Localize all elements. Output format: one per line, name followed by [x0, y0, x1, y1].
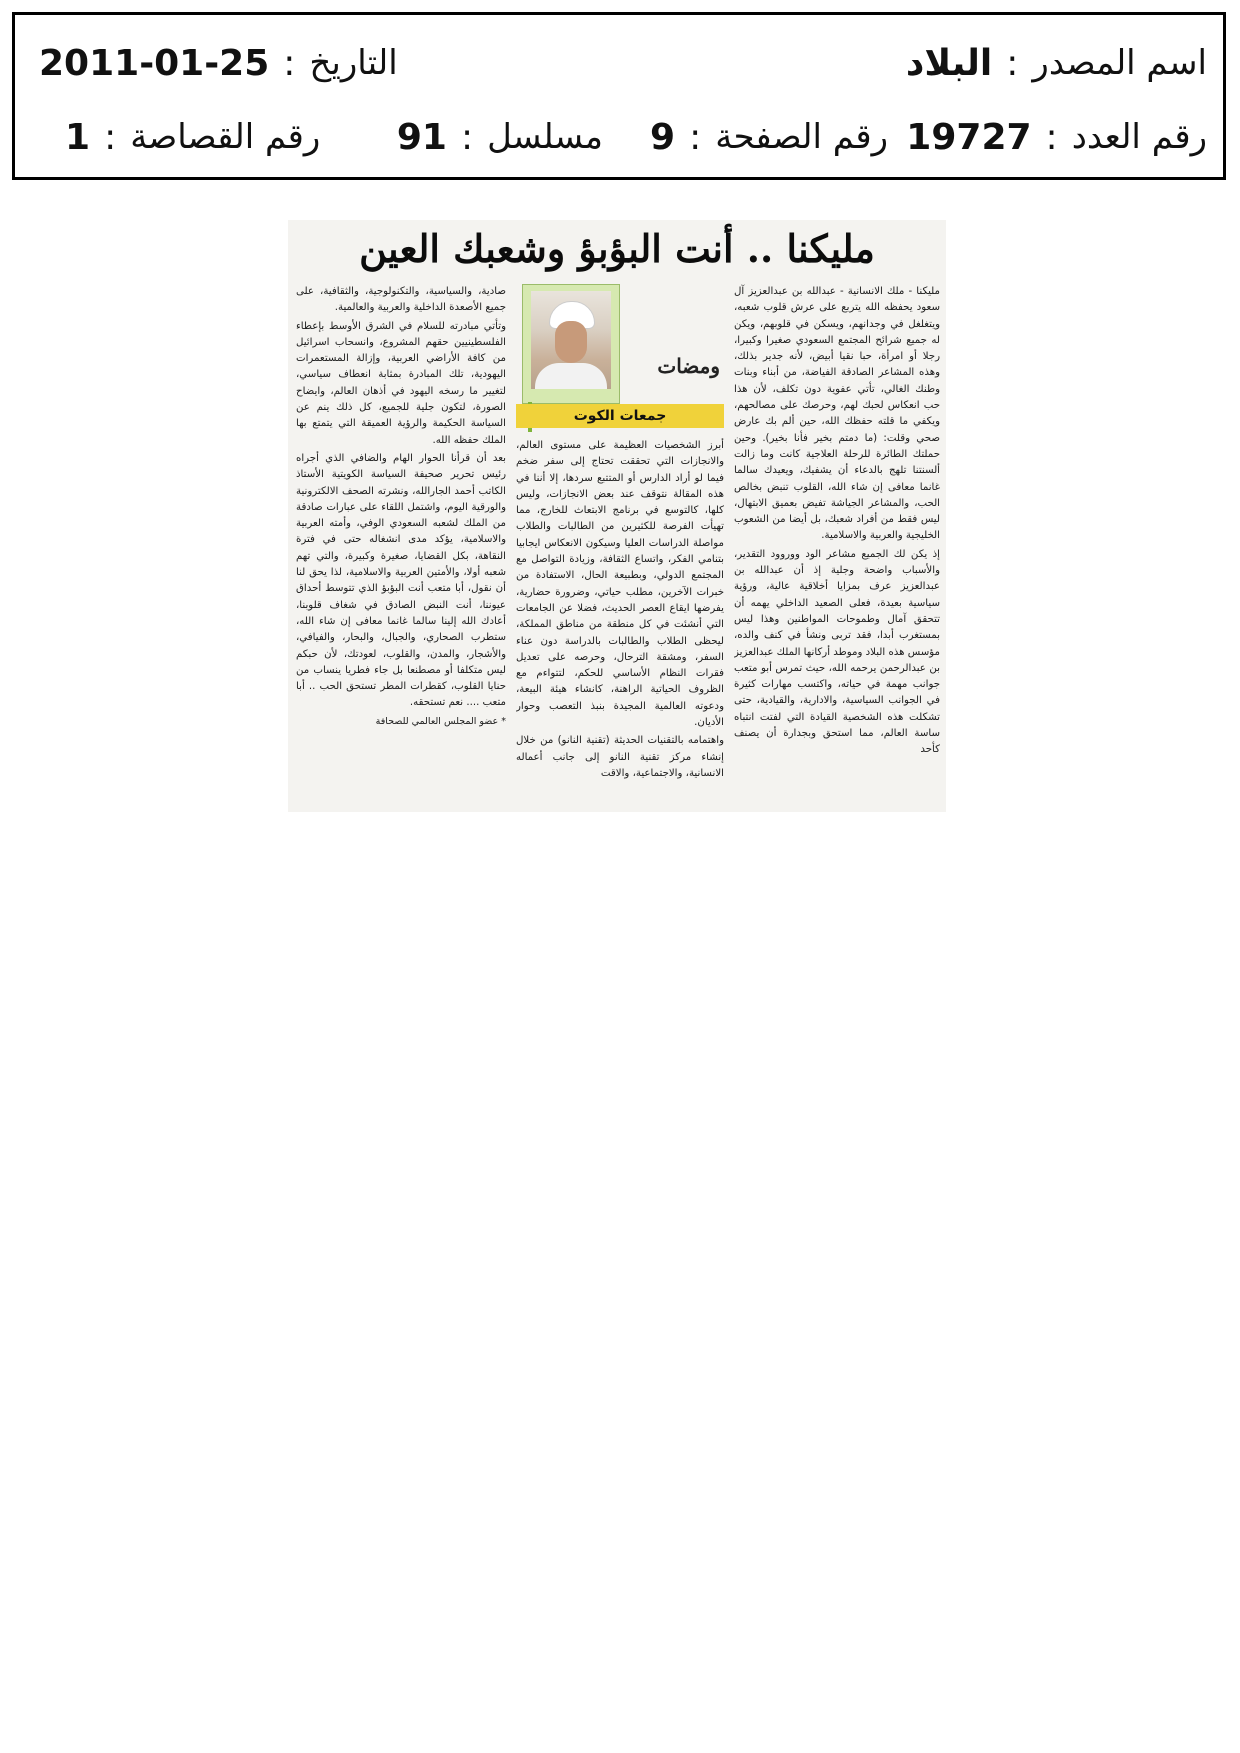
page-value: 9 [650, 116, 676, 158]
clip-number-value: 1 [65, 116, 91, 158]
info-row-1 [15, 37, 1223, 89]
separator: : [460, 116, 474, 158]
article-headline: مليكنا .. أنت البؤبؤ وشعبك العين [359, 226, 875, 271]
author-byline-bar [516, 404, 724, 428]
source-value: البلاد [905, 42, 993, 84]
issue-label: رقم العدد [1071, 117, 1207, 157]
face-shape [555, 321, 587, 363]
info-row-2 [15, 111, 1223, 163]
author-photo [531, 291, 611, 389]
author-name: جمعات الكوت [573, 408, 667, 424]
date-field [39, 43, 398, 84]
issue-value: 19727 [906, 116, 1032, 158]
separator: : [1045, 116, 1058, 158]
separator: : [1006, 42, 1019, 84]
serial-label: مسلسل [487, 117, 603, 157]
paragraph: بعد أن قرأنا الحوار الهام والضافي الذي أجراه رئيس تحرير صحيفة السياسة الكويتية الأستاذ الكاتب أحمد الجارالله، ونشرته الصحف الالكترونية والورقية اليوم، واشتمل اللقاء على عبارات صادقة من الملك لشعبه السعودي الوفي، وأمته العربية والاسلامية، يؤكد مدى انشغاله حتى في فترة النقاهة، بكل القضايا، صغيرة وكبيرة، والتي تهم شعبه أولا، والأمتين العربية والاسلامية، لذا يحق لنا أن نقول، أبا متعب أنت البؤبؤ الذي تتوسط أحداق عيوننا، أنت النبض الصادق في شغاف قلوبنا، أعادك الله إلينا سالما غانما معافى إن شاء الله، ستطرب الصحاري، والجبال، والبحار، والفيافي، والأشجار، والمدن، والقلوب، لعودتك، لأن حبكم ليس متكلفا أو مصطنعا بل جاء فطريا ينساب من حنايا القلوب، كقطرات المطر تستحق الحب .. أبا متعب .... نعم تستحقه. [296, 452, 506, 709]
paragraph: أبرز الشخصيات العظيمة على مستوى العالم، والانجازات التي تحققت تحتاج إلى سفر ضخم فيما لو أراد الدارس أو المتتبع سردها، إلا أننا في هذه المقالة نتوقف عند بعض الانجازات، وليس كلها، كالتوسع في برنامج الابتعاث للخارج، مما تهيأت الفرصة للكثيرين من الطالبات والطلاب مواصلة الدراسات العليا وسيكون الانعكاس ايجابيا بتنامي الفكر، واتساع الثقافة، وزيادة التواصل مع المجتمع الدولي، وبطبيعة الحال، الاستفادة من خبرات الآخرين، مطلب حياتي، وضرورة حضارية، يفرضها ايقاع العصر الحديث، فضلا عن الجامعات التي أنشئت في كل منطقة من مناطق المملكة، ليحظى الطلاب والطالبات بالدراسة دون عناء السفر، ومشقة الترحال، وحرصه على تعديل فقرات النظام الأساسي للحكم، لتتواءم مع الظروف الحياتية الراهنة، كانشاء هيئة البيعة، ودعوته العالمية المجيدة بنبذ التعصب وحوار الأديان. [516, 440, 724, 729]
paragraph: إذ يكن لك الجميع مشاعر الود ووروود التقدير، والأسباب واضحة وجلية إذ أن عبدالله بن عبدالعزيز عرف بمزايا أخلاقية عالية، ورؤية سياسية بعيدة، فعلى الصعيد الداخلي يهمه أن تتحقق آمال وطموحات المواطنين وهذا ليس بمستغرب أبدا، فقد تربى ونشأ في كنف والده، مؤسس هذه البلاد وموطد أركانها الملك عبدالعزيز بن عبدالرحمن يرحمه الله، حيث تمرس أبو متعب جوانب مهمة في حياته، واكتسب مهارات كثيرة في الجوانب السياسية، والادارية، والقيادية، حتى تشكلت هذه الشخصية القيادة التي لفتت انتباه ساسة العالم، مما استحق وبجدارة أن يصنف كأحد [734, 548, 940, 756]
paragraph: مليكنا - ملك الانسانية - عبدالله بن عبدالعزيز آل سعود يحفظه الله يتربع على عرش قلوب شعبه، ويتغلغل في وجدانهم، ويسكن في قلوبهم، ويكن له جميع شرائح المجتمع السعودي صغيرا وكبيرا، رجلا أو امرأة، حبا نقيا أبيض، لأنه جدير بذلك، وهذه المشاعر الصادقة الفياضة، من أبناء وبنات وطنك الغالي، تأتي عفوية دون تكلف، لأن هذا حب انعكاس لحبك لهم، وحرصك على مصالحهم، ويكفي ما قلته حفظك الله، حين ألم بك عارض صحي وقلت: (ما دمتم بخير فأنا بخير). وحين حملتك الطائرة للرحلة العلاجية كانت وما زالت ألسنتنا تلهج بالدعاء أن يشفيك، ويعيدك سالما غانما معافى إن شاء الله، القلوب تنبض بخالص الحب، والمشاعر الجياشة تفيض بعميق الابتهال، ليس فقط من أفراد شعبك، بل أيضا من الشعوب الخليجية والعربية والاسلامية. [734, 286, 940, 542]
clip-number-label: رقم القصاصة [130, 117, 321, 157]
serial-value: 91 [396, 116, 447, 158]
separator: : [104, 116, 117, 158]
issue-field [906, 117, 1207, 158]
column-header-block [516, 284, 724, 432]
author-footnote: * عضو المجلس العالمي للصحافة [375, 715, 506, 727]
article-column-left [296, 284, 506, 804]
column-name: ومضات [657, 354, 720, 378]
source-label: اسم المصدر [1032, 43, 1207, 83]
article-column-middle [516, 438, 724, 806]
paragraph: صادية، والسياسية، والتكنولوجية، والثقافية، على جميع الأصعدة الداخلية والعربية والعالمية. [296, 286, 506, 314]
paragraph: واهتمامه بالتقنيات الحديثة (تقنية النانو) من خلال إنشاء مركز تقنية النانو إلى جانب أعماله الانسانية، والاجتماعية، والاقت [516, 735, 724, 779]
clip-number-field [65, 117, 320, 158]
source-field [906, 43, 1207, 84]
date-value: 2011-01-25 [39, 42, 270, 84]
page-field [650, 117, 888, 158]
separator: : [283, 42, 296, 84]
author-photo-frame [522, 284, 620, 404]
thobe-shape [535, 363, 607, 389]
serial-field [397, 117, 603, 158]
clipping-info-box [12, 12, 1226, 180]
page-label: رقم الصفحة [715, 117, 888, 157]
paragraph: وتأتي مبادرته للسلام في الشرق الأوسط بإعطاء الفلسطينيين حقهم المشروع، وانسحاب اسرائيل من كافة الأراضي العربية، وإزالة المستعمرات اليهودية، تلك المبادرة بمثابة انعطاف سياسي، لتغيير ما رسخه اليهود في أذهان العالم، وايضاح الصورة، لتكون جلية للجميع، كل ذلك ينم عن السياسة الحكيمة والرؤية العميقة التي يتمتع بها الملك حفظه الله. [296, 320, 506, 446]
newspaper-clipping [288, 220, 946, 812]
article-column-right [734, 284, 940, 806]
separator: : [689, 116, 702, 158]
date-label: التاريخ [309, 43, 398, 83]
